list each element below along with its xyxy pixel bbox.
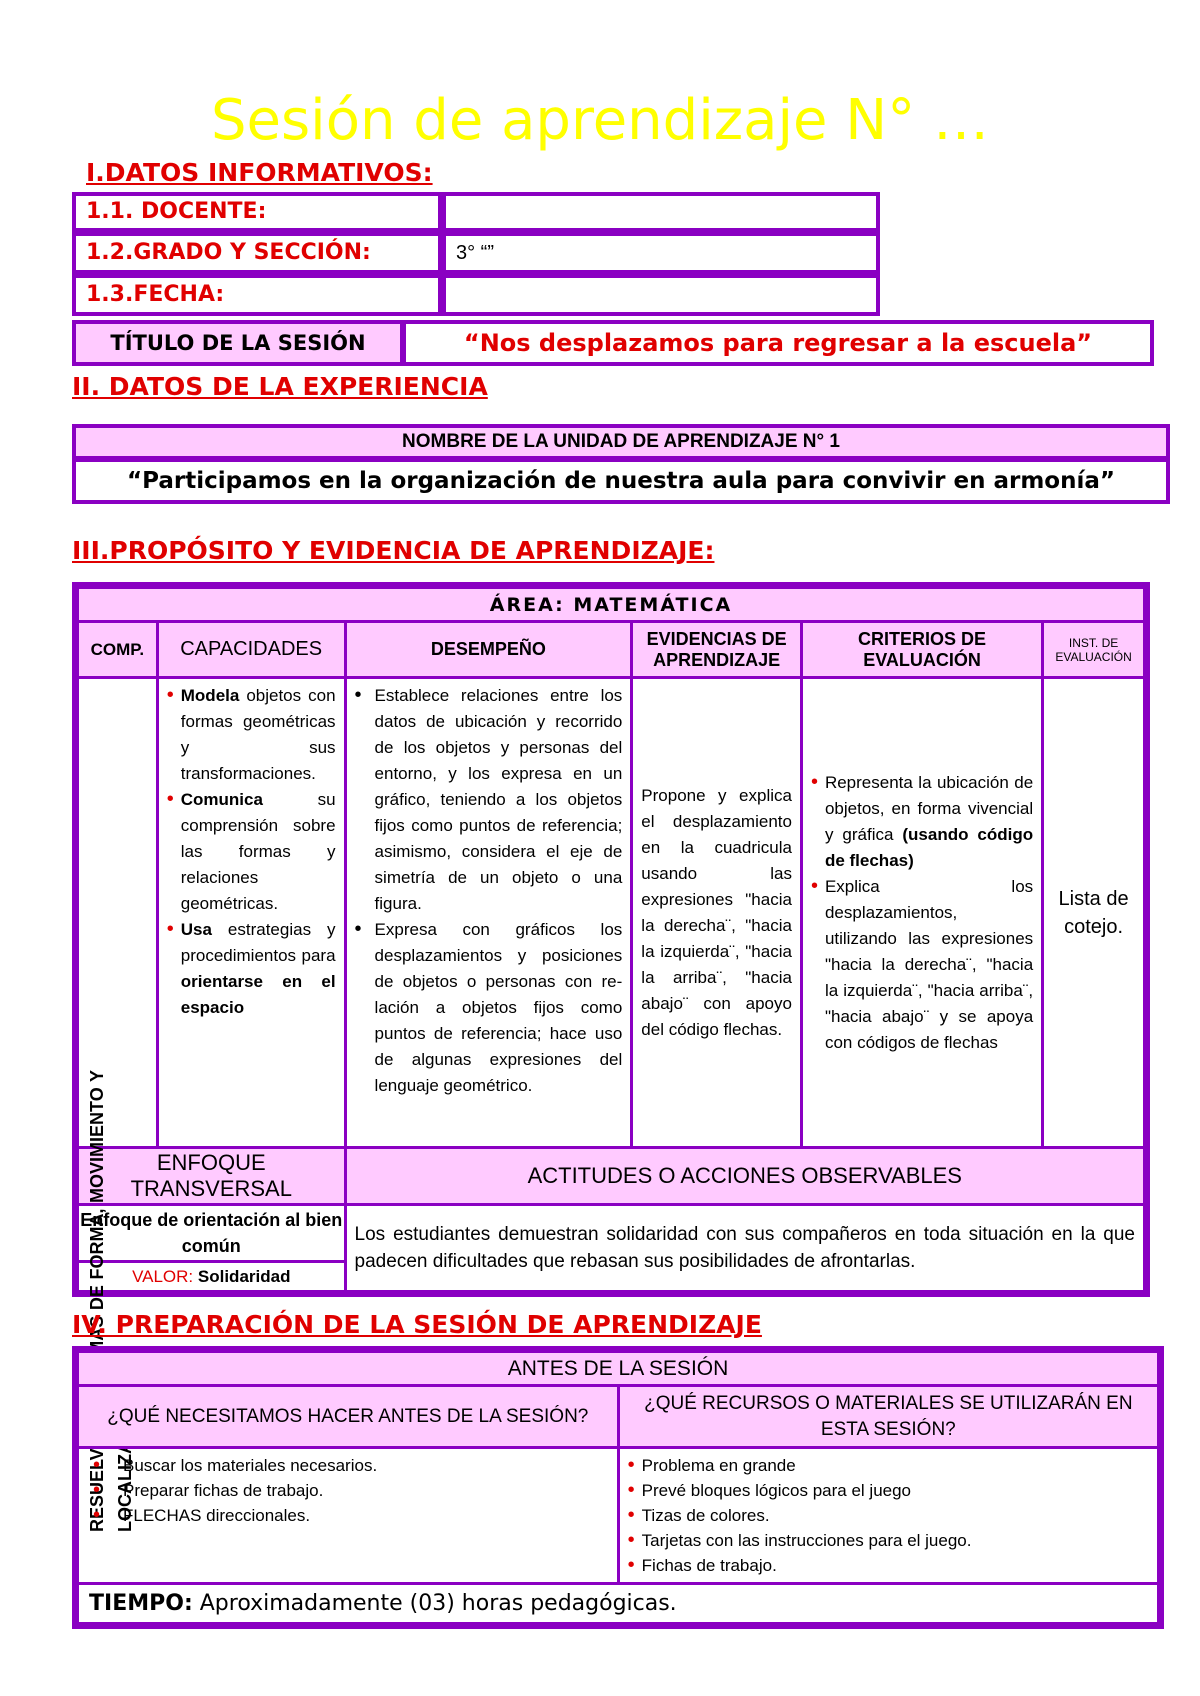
q1-header: ¿QUÉ NECESITAMOS HACER ANTES DE LA SESIÓN?: [78, 1386, 619, 1448]
capacidades-cell: [157, 678, 345, 1148]
competencia-cell: [78, 678, 158, 1532]
actitudes-header: ACTITUDES O ACCIONES OBSERVABLES: [345, 1148, 1144, 1205]
valor-label: VALOR:: [132, 1266, 194, 1286]
cap3-bold: Usa: [180, 920, 212, 939]
criterio-2: • Explica los desplazamientos, utilizando las expresiones "hacia la derecha¨, "hacia la izquierda¨, "hacia arriba¨, "hacia abajo¨ y se apoya con códigos de flechas: [811, 874, 1033, 1056]
preparacion-table: [76, 1350, 1160, 1625]
cap1-bold: Modela: [180, 686, 240, 705]
cap2-bold: Comunica: [180, 790, 263, 809]
grado-label: 1.2.GRADO Y SECCIÓN:: [86, 240, 371, 265]
col-comp: COMP.: [78, 622, 158, 678]
grado-field[interactable]: 3° “”: [442, 232, 880, 274]
grado-label-cell: [72, 232, 442, 274]
col-inst: INST. DE EVALUACIÓN: [1043, 622, 1145, 678]
docente-label-cell: [72, 192, 442, 232]
material-item: • Tizas de colores.: [628, 1503, 1149, 1528]
titulo-label: TÍTULO DE LA SESIÓN: [72, 320, 404, 366]
unidad-label: NOMBRE DE LA UNIDAD DE APRENDIZAJE N° 1: [72, 424, 1170, 460]
instrumento-cell: Lista de cotejo.: [1043, 678, 1145, 1148]
actitudes-cell: Los estudiantes demuestran solidaridad con sus compañeros en toda situación en la que padecen dificultades que rebasan sus posibilidades de afrontarlas.: [345, 1205, 1144, 1292]
valor-value: Solidaridad: [197, 1266, 291, 1286]
antes-header: ANTES DE LA SESIÓN: [78, 1352, 1159, 1386]
desempeno-cell: [345, 678, 632, 1148]
col-capacidades: CAPACIDADES: [157, 622, 345, 678]
tiempo-value: Aproximadamente (03) horas pedagógicas.: [192, 1591, 677, 1616]
material-item: • Fichas de trabajo.: [628, 1553, 1149, 1578]
material-item: • Problema en grande: [628, 1453, 1149, 1478]
unidad-value: “Participamos en la organización de nuestra aula para convivir en armonía”: [72, 458, 1170, 504]
cap3-bold2: orientarse en el espacio: [180, 972, 336, 1017]
fecha-label-cell: [72, 274, 442, 316]
fecha-label: 1.3.FECHA:: [86, 282, 225, 307]
enfoque-header: ENFOQUE TRANSVERSAL: [78, 1148, 346, 1205]
cap1-rest: objetos con formas geométricas y sus transformaciones.: [180, 686, 336, 783]
col-evidencias: EVIDENCIAS DE APRENDIZAJE: [632, 622, 802, 678]
section-3-heading: III.PROPÓSITO Y EVIDENCIA DE APRENDIZAJE:: [72, 536, 715, 565]
task-item: • Preparar fichas de trabajo.: [93, 1478, 609, 1503]
titulo-value: “Nos desplazamos para regresar a la escuela”: [402, 320, 1154, 366]
fecha-field[interactable]: [442, 274, 880, 316]
desempeno-1: • Establece relaciones entre los datos de ubicación y recorrido de los objetos y personas del entorno, y los expresa en un gráfico, teniendo a los objetos fijos como puntos de referencia; asimismo, considera el eje de simetría de un objeto o una figura.: [355, 683, 623, 917]
criterio-1: [811, 770, 1033, 874]
cap2-rest: su comprensión sobre las formas y relaciones geométricas.: [180, 790, 336, 913]
cap3-rest: estrategias y procedimientos para: [180, 920, 336, 965]
criterios-cell: [801, 678, 1042, 1148]
section-4-heading: IV. PREPARACIÓN DE LA SESIÓN DE APRENDIZAJE: [72, 1310, 762, 1339]
crit1-b: (usando código de flechas): [824, 824, 1034, 870]
q2-header: ¿QUÉ RECURSOS O MATERIALES SE UTILIZARÁN EN ESTA SESIÓN?: [618, 1386, 1158, 1448]
enfoque-cell: Enfoque de orientación al bien común: [78, 1205, 346, 1262]
section-1-heading: I.DATOS INFORMATIVOS:: [86, 158, 433, 187]
page-title: Sesión de aprendizaje N° …: [210, 88, 989, 153]
material-item: • Tarjetas con las instrucciones para el juego.: [628, 1528, 1149, 1553]
preparacion-table-wrapper: [72, 1346, 1164, 1629]
evidencia-cell: Propone y explica el desplazamiento en la cuadricula usando las expresiones "hacia la derecha¨, "hacia la izquierda¨, "hacia la arriba¨, "hacia abajo¨ con apoyo del código flechas.: [632, 678, 802, 1148]
capacidad-3: [167, 917, 336, 1021]
task-item: • Buscar los materiales necesarios.: [93, 1453, 609, 1478]
crit1-a: Representa la ubicación de objetos, en forma vivencial y gráfica: [824, 772, 1034, 844]
col-desempeno: DESEMPEÑO: [345, 622, 632, 678]
materials-cell: [618, 1448, 1158, 1584]
area-header: ÁREA: MATEMÁTICA: [78, 588, 1145, 622]
tiempo-cell: [78, 1584, 1159, 1624]
tasks-cell: [78, 1448, 619, 1584]
docente-label: 1.1. DOCENTE:: [86, 199, 267, 224]
competencia-text: RESUELVE PROBLEMAS DE FORMA, MOVIMIENTO Y LOCALIZACIÓN: [87, 1070, 135, 1532]
material-item: • Prevé bloques lógicos para el juego: [628, 1478, 1149, 1503]
section-2-heading: II. DATOS DE LA EXPERIENCIA: [72, 372, 488, 401]
col-criterios: CRITERIOS DE EVALUACIÓN: [801, 622, 1042, 678]
tiempo-label: TIEMPO:: [89, 1591, 193, 1616]
docente-field[interactable]: [442, 192, 880, 232]
capacidad-2: [167, 787, 336, 917]
task-item: • FLECHAS direccionales.: [93, 1503, 609, 1528]
desempeno-2: • Expresa con gráficos los desplazamientos y posiciones de objetos o personas con re-lación a objetos fijos como puntos de referencia; hace uso de algunas expresiones del lenguaje geométrico.: [355, 917, 623, 1099]
capacidad-1: [167, 683, 336, 787]
